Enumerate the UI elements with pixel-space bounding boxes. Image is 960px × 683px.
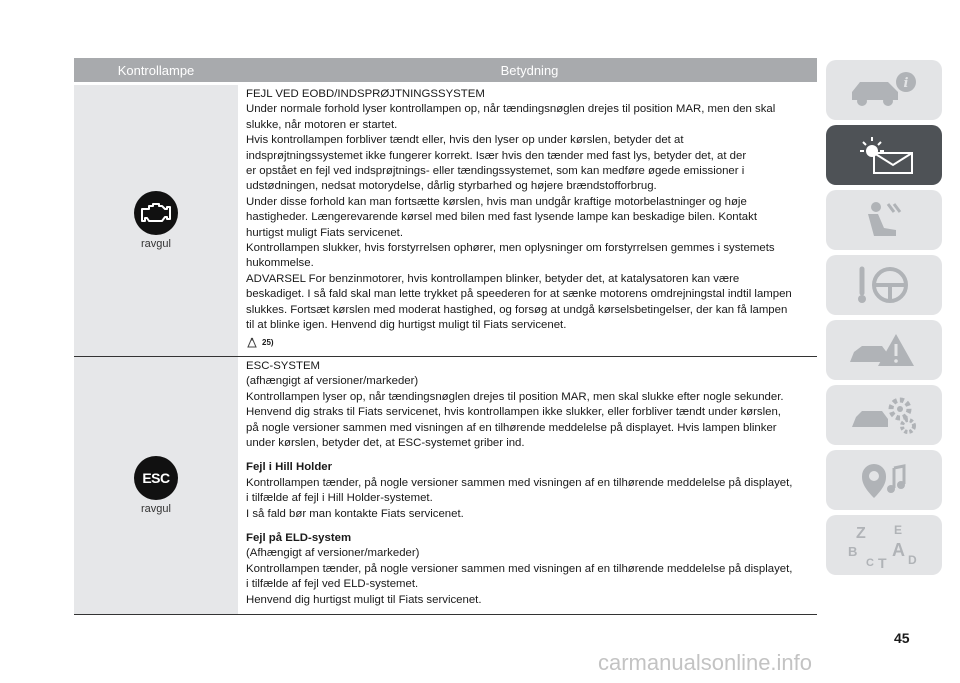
engine-check-icon [134, 191, 178, 235]
text-line: Henvend dig hurtigst muligt til Fiats servicenet. [246, 593, 482, 606]
text-line: i tilfælde af fejl i Hill Holder-systemet. [246, 492, 433, 505]
text-line: i tilfælde af fejl ved ELD-systemet. [246, 578, 419, 591]
page-number: 45 [894, 630, 910, 646]
lamp-cell [74, 357, 238, 614]
lamp-color-label: ravgul [141, 502, 171, 515]
index-letter: E [894, 523, 903, 537]
header-meaning: Betydning [500, 62, 559, 78]
header-lamp: Kontrollampe [117, 62, 195, 78]
tab-emergency[interactable] [826, 320, 942, 380]
text-line: Kontrollampen slukker, hvis forstyrrelsen ophører, men oplysninger om forstyrrelsen gemmes i systemets [246, 242, 775, 255]
lamp-description [246, 85, 813, 356]
text-line: Under disse forhold kan man fortsætte kørslen, hvis man undgår kraftige motorbelastninger og høje [246, 195, 747, 208]
emergency-triangle-icon [844, 328, 924, 372]
index-letter: T [878, 555, 887, 570]
section-title: Fejl på ELD-system [246, 531, 352, 544]
tab-warning-lights[interactable] [826, 125, 942, 185]
index-letter: Z [856, 525, 866, 542]
text-line: (afhængigt af versioner/markeder) [246, 375, 419, 388]
tab-multimedia[interactable] [826, 450, 942, 510]
text-line: (Afhængigt af versioner/markeder) [246, 547, 420, 560]
seat-airbag-icon [844, 198, 924, 242]
maintenance-gears-icon [844, 393, 924, 437]
tab-maintenance[interactable] [826, 385, 942, 445]
text-line: indsprøjtningssystemet ikke fungerer korrekt. Især hvis den tænder med fast lys, betyder det, at der [246, 149, 747, 162]
text-line: hastigheder. Længerevarende kørsel med bilen med fast lysende lampe kan beskadige bilen. Kontakt [246, 211, 757, 224]
text-line: slukkes. Fortsæt kørslen med moderat hastighed, og forsøg at undgå kørselsbetingelser, der kan få lampen [246, 303, 788, 316]
table-header [74, 58, 817, 82]
index-letter: A [892, 540, 905, 560]
text-line: I så fald bør man kontakte Fiats servicenet. [246, 507, 464, 520]
text-line: Henvend dig straks til Fiats servicenet, hvis kontrollampen ikke slukker, eller forbliver tændt under kørslen, [246, 406, 781, 419]
section-title: Fejl i Hill Holder [246, 461, 333, 474]
car-info-icon [844, 68, 924, 112]
reference-number: 25) [262, 337, 274, 347]
index-letters-icon [844, 520, 924, 570]
text-line: under kørslen, betyder det, at ESC-systemet griber ind. [246, 436, 525, 449]
tab-starting-driving[interactable] [826, 255, 942, 315]
multimedia-icon [844, 458, 924, 502]
text-line: på nogle versioner sammen med visningen af en tilhørende meddelelse på displayet. Hvis lampen blinker [246, 421, 777, 434]
index-letter: D [908, 553, 917, 567]
lamp-color-label: ravgul [141, 237, 171, 250]
text-line: beskadiget. I så fald skal man lette trykket på speederen for at sænke motorens omdrejningstal indtil lampen [246, 288, 792, 301]
chapter-tabs [826, 60, 942, 580]
text-line: udstødningen, nedsat motorydelse, dårlig styrbarhed og højere brændstofforbrug. [246, 180, 657, 193]
table-row [74, 357, 817, 615]
warning-lights-icon [844, 133, 924, 177]
lamp-cell [74, 85, 238, 356]
esc-icon [134, 456, 178, 500]
text-line: til at blinke igen. Henvend dig hurtigst muligt til Fiats servicenet. [246, 319, 567, 332]
text-line: Hvis kontrollampen forbliver tændt eller, hvis den lyser op under kørslen, betyder det at [246, 134, 684, 147]
tab-car-info[interactable] [826, 60, 942, 120]
index-letter: C [866, 557, 874, 569]
tab-index[interactable] [826, 515, 942, 575]
esc-icon-text: ESC [142, 469, 170, 486]
text-line: Kontrollampen lyser op, når tændingsnøglen drejes til position MAR, men skal slukke efter nogle sekunder. [246, 390, 784, 403]
text-line: er opstået en fejl ved indsprøjtnings- eller tændingssystemet, som kan medføre øgede emissioner i [246, 165, 745, 178]
text-line: ADVARSEL For benzinmotorer, hvis kontrollampen blinker, betyder det, at katalysatoren kan være [246, 272, 740, 285]
index-letter: B [848, 544, 858, 559]
table-row [74, 85, 817, 357]
text-line: ESC-SYSTEM [246, 359, 321, 372]
reference-note [246, 335, 813, 350]
text-line: Under normale forhold lyser kontrollampen op, når tændingsnøglen drejes til position MAR, men den skal [246, 103, 776, 116]
warning-lamp-table [74, 58, 817, 615]
svg-text:i: i [903, 76, 909, 91]
text-line: FEJL VED EOBD/INDSPRØJTNINGSSYSTEM [246, 88, 485, 100]
text-line: hukommelse. [246, 257, 314, 270]
text-line: slukke, når motoren er startet. [246, 118, 398, 131]
text-line: Kontrollampen tænder, på nogle versioner sammen med visningen af en tilhørende meddelelse på displayet, [246, 562, 793, 575]
text-line: Kontrollampen tænder, på nogle versioner sammen med visningen af en tilhørende meddelelse på displayet, [246, 476, 793, 489]
text-line: hurtigst muligt Fiats servicenet. [246, 226, 403, 239]
watermark: carmanualsonline.info [598, 650, 813, 675]
tab-safety[interactable] [826, 190, 942, 250]
caution-hand-icon [246, 337, 258, 348]
steering-wheel-icon [844, 263, 924, 307]
lamp-description [246, 357, 813, 614]
